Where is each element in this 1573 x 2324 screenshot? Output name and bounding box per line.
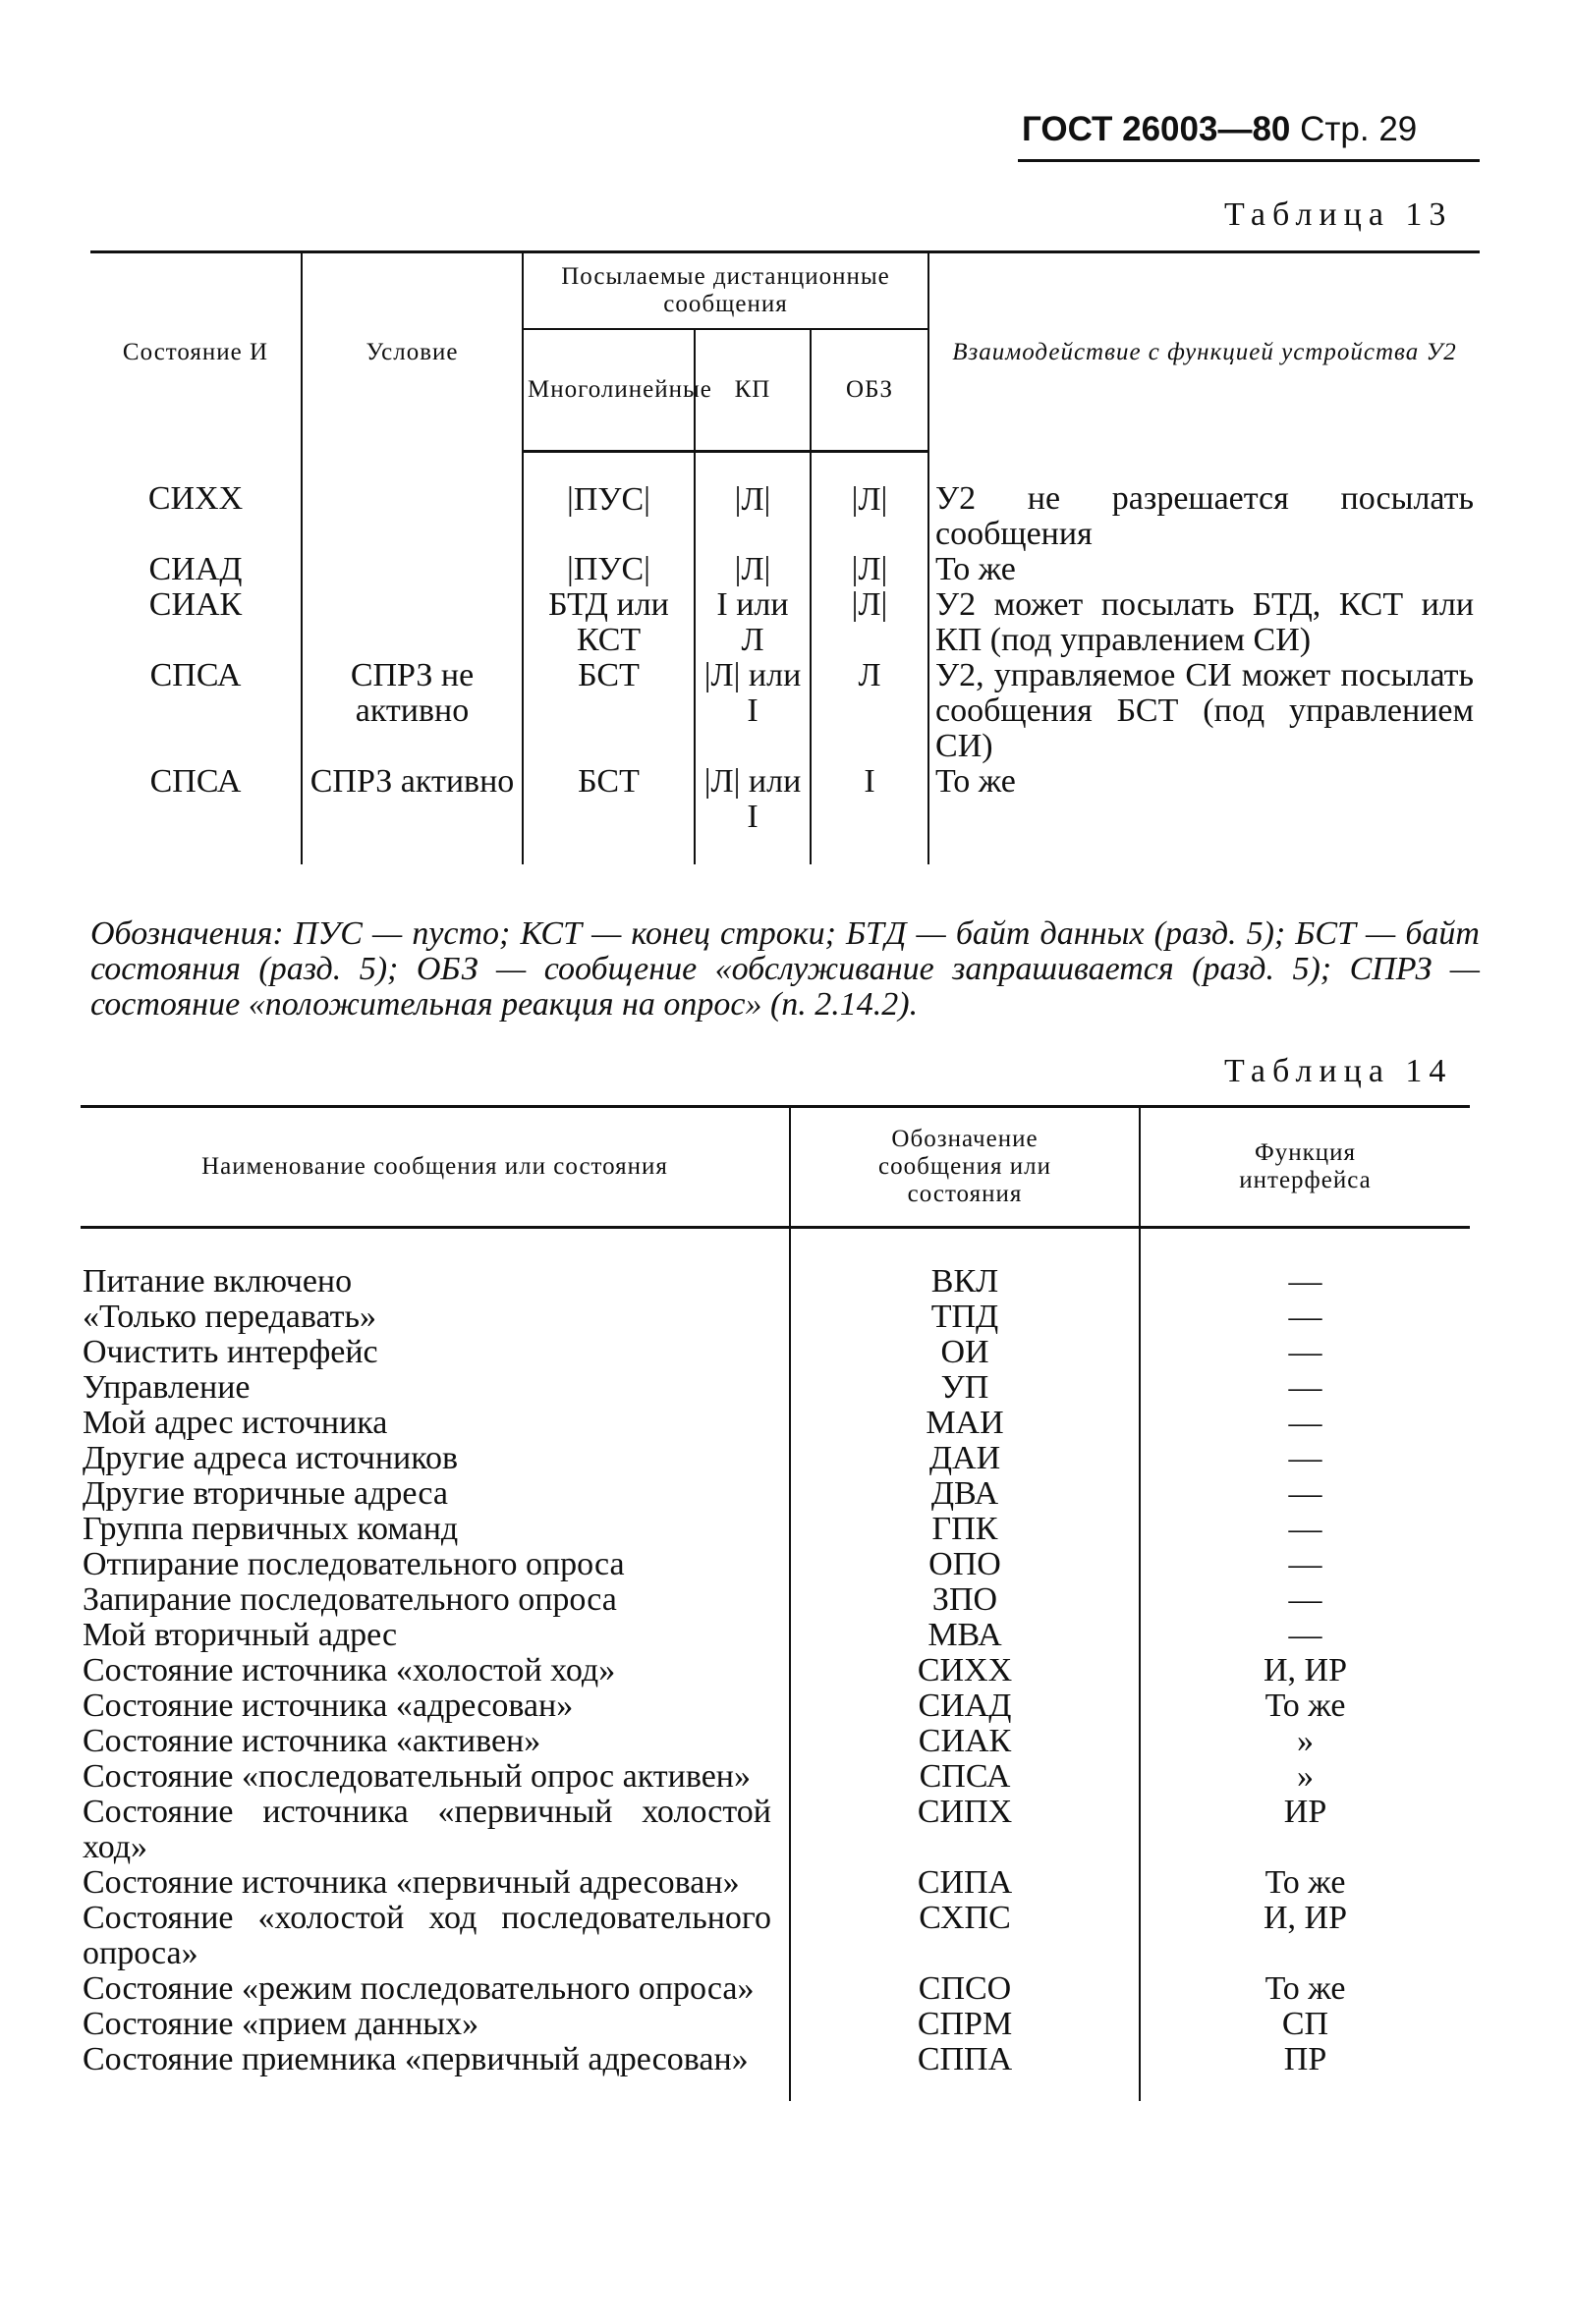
cell-kp: |Л| или I xyxy=(695,658,811,764)
table-row xyxy=(81,2007,1470,2042)
cell-name: Мой адрес источника xyxy=(83,1405,388,1441)
cell-designation: ТПД xyxy=(790,1300,1140,1335)
cell-state: СПСА xyxy=(149,762,242,800)
cell-obz: |Л| xyxy=(811,587,928,658)
cell-designation: СИАД xyxy=(790,1688,1140,1724)
table-row xyxy=(81,1512,1470,1547)
table-row xyxy=(81,1653,1470,1688)
table-row xyxy=(81,1724,1470,1759)
cell-state: СИХХ xyxy=(147,479,244,517)
cell-multiline: |ПУС| xyxy=(523,452,695,552)
cell-function: ПР xyxy=(1140,2042,1470,2101)
cell-designation: ВКЛ xyxy=(790,1228,1140,1300)
cell-obz: |Л| xyxy=(811,452,928,552)
cell-obz: I xyxy=(811,764,928,864)
cell-function: — xyxy=(1140,1476,1470,1512)
cell-name: Состояние «прием данных» xyxy=(83,2006,479,2042)
table-row xyxy=(81,1971,1470,2007)
cell-name: Состояние источника «первичный адресован» xyxy=(83,1864,740,1901)
cell-function: То же xyxy=(1140,1688,1470,1724)
cell-function: И, ИР xyxy=(1140,1901,1470,1971)
page-number: Стр. 29 xyxy=(1300,110,1418,148)
cell-multiline: БСТ xyxy=(523,658,695,764)
cell-name: Управление xyxy=(83,1369,251,1406)
table-row xyxy=(81,1759,1470,1795)
cell-function: — xyxy=(1140,1406,1470,1441)
cell-obz: |Л| xyxy=(811,552,928,587)
cell-function: — xyxy=(1140,1370,1470,1406)
table-row xyxy=(90,764,1480,864)
cell-function: ИР xyxy=(1140,1795,1470,1865)
cell-function: — xyxy=(1140,1441,1470,1476)
col-function-header: Функция интерфейса xyxy=(1140,1107,1470,1228)
col-condition-header: Условие xyxy=(302,252,523,452)
cell-interaction: То же xyxy=(928,764,1480,864)
cell-function: То же xyxy=(1140,1865,1470,1901)
cell-interaction: То же xyxy=(928,552,1480,587)
cell-name: Отпирание последовательного опроса xyxy=(83,1546,625,1582)
col-name-header: Наименование сообщения или состояния xyxy=(81,1107,790,1228)
col-kp-header: КП xyxy=(695,329,811,452)
cell-name: Очистить интерфейс xyxy=(83,1334,378,1370)
cell-function: — xyxy=(1140,1547,1470,1582)
table-row xyxy=(81,1547,1470,1582)
cell-interaction: У2 может посылать БТД, КСТ или КП (под управлением СИ) xyxy=(928,587,1480,658)
cell-designation: ОПО xyxy=(790,1547,1140,1582)
table-row xyxy=(81,1300,1470,1335)
cell-multiline: БСТ xyxy=(523,764,695,864)
table-13 xyxy=(90,250,1480,864)
cell-interaction: У2 не разрешается посылать сообщения xyxy=(928,452,1480,552)
table-row xyxy=(90,452,1480,552)
table-row xyxy=(90,658,1480,764)
table-row xyxy=(81,1370,1470,1406)
col-sent-group-header: Посылаемые дистанционные сообщения xyxy=(523,252,928,330)
header-rule xyxy=(1018,159,1480,162)
cell-name: Состояние приемника «первичный адресован» xyxy=(83,2041,749,2077)
cell-function: » xyxy=(1140,1724,1470,1759)
standard-number: ГОСТ 26003—80 xyxy=(1022,110,1291,148)
cell-condition xyxy=(302,587,523,658)
cell-kp: |Л| xyxy=(695,552,811,587)
col-interaction-header: Взаимодействие с функцией устройства У2 xyxy=(928,252,1480,452)
cell-name: Питание включено xyxy=(83,1263,353,1300)
cell-name: Мой вторичный адрес xyxy=(83,1617,398,1653)
table-row xyxy=(81,2042,1470,2101)
cell-name: «Только передавать» xyxy=(83,1299,377,1335)
cell-interaction: У2, управляемое СИ может посылать сообщения БСТ (под управлением СИ) xyxy=(928,658,1480,764)
cell-multiline: |ПУС| xyxy=(523,552,695,587)
table-row xyxy=(81,1795,1470,1865)
table-row xyxy=(81,1618,1470,1653)
cell-name: Другие вторичные адреса xyxy=(83,1475,448,1512)
cell-designation: СПСА xyxy=(790,1759,1140,1795)
cell-name: Другие адреса источников xyxy=(83,1440,459,1476)
cell-designation: ДАИ xyxy=(790,1441,1140,1476)
cell-name: Состояние источника «первичный холостой ход» xyxy=(83,1794,771,1865)
table-14 xyxy=(81,1105,1470,2101)
col-multiline-header: Многолинейные xyxy=(523,329,695,452)
cell-designation: СИАК xyxy=(790,1724,1140,1759)
table-row xyxy=(81,1865,1470,1901)
col-state-header: Состояние И xyxy=(122,338,269,365)
cell-function: — xyxy=(1140,1582,1470,1618)
cell-name: Состояние источника «холостой ход» xyxy=(83,1652,616,1688)
cell-designation: ОИ xyxy=(790,1335,1140,1370)
cell-designation: СИХХ xyxy=(790,1653,1140,1688)
cell-function: — xyxy=(1140,1335,1470,1370)
page-header xyxy=(1022,110,1417,149)
table-row xyxy=(90,552,1480,587)
cell-function: И, ИР xyxy=(1140,1653,1470,1688)
table13-caption: Таблица 13 xyxy=(1224,196,1453,233)
cell-designation: МВА xyxy=(790,1618,1140,1653)
cell-designation: СПСО xyxy=(790,1971,1140,2007)
table-row xyxy=(81,1901,1470,1971)
cell-condition: СПРЗ не активно xyxy=(302,658,523,764)
cell-function: СП xyxy=(1140,2007,1470,2042)
cell-state: СПСА xyxy=(149,656,242,693)
cell-condition: СПРЗ активно xyxy=(302,764,523,864)
table-row xyxy=(81,1582,1470,1618)
cell-kp: I или Л xyxy=(695,587,811,658)
cell-designation: ДВА xyxy=(790,1476,1140,1512)
cell-designation: УП xyxy=(790,1370,1140,1406)
cell-condition xyxy=(302,552,523,587)
cell-function: — xyxy=(1140,1512,1470,1547)
cell-designation: СППА xyxy=(790,2042,1140,2101)
cell-obz: Л xyxy=(811,658,928,764)
cell-function: » xyxy=(1140,1759,1470,1795)
col-obz-header: ОБЗ xyxy=(811,329,928,452)
cell-kp: |Л| или I xyxy=(695,764,811,864)
notation-paragraph: Обозначения: ПУС — пусто; КСТ — конец строки; БТД — байт данных (разд. 5); БСТ — байт состояния (разд. 5); ОБЗ — сообщение «обслуживание запрашивается (разд. 5); СПРЗ — состояние «положительная реакция на опрос» (п. 2.14.2). xyxy=(90,915,1480,1023)
cell-name: Группа первичных команд xyxy=(83,1511,459,1547)
table14-caption: Таблица 14 xyxy=(1224,1053,1453,1089)
table-row xyxy=(81,1335,1470,1370)
table-row xyxy=(90,587,1480,658)
col-designation-header: Обозначение сообщения или состояния xyxy=(790,1107,1140,1228)
cell-name: Состояние источника «адресован» xyxy=(83,1688,574,1724)
cell-name: Состояние «режим последовательного опроса» xyxy=(83,1970,755,2007)
table-row xyxy=(81,1406,1470,1441)
cell-designation: СПРМ xyxy=(790,2007,1140,2042)
cell-designation: СХПС xyxy=(790,1901,1140,1971)
cell-name: Состояние источника «активен» xyxy=(83,1723,541,1759)
cell-designation: МАИ xyxy=(790,1406,1140,1441)
cell-name: Состояние «холостой ход последовательного опроса» xyxy=(83,1900,771,1971)
table-row xyxy=(81,1228,1470,1300)
cell-function: — xyxy=(1140,1300,1470,1335)
cell-multiline: БТД или КСТ xyxy=(523,587,695,658)
cell-name: Состояние «последовательный опрос активен» xyxy=(83,1758,751,1795)
cell-state: СИАК xyxy=(148,585,243,623)
cell-kp: |Л| xyxy=(695,452,811,552)
table-row xyxy=(81,1476,1470,1512)
cell-function: — xyxy=(1140,1228,1470,1300)
cell-designation: ЗПО xyxy=(790,1582,1140,1618)
cell-function: — xyxy=(1140,1618,1470,1653)
cell-designation: СИПА xyxy=(790,1865,1140,1901)
cell-name: Запирание последовательного опроса xyxy=(83,1581,617,1618)
cell-designation: СИПХ xyxy=(790,1795,1140,1865)
table-row xyxy=(81,1688,1470,1724)
cell-function: То же xyxy=(1140,1971,1470,2007)
cell-designation: ГПК xyxy=(790,1512,1140,1547)
table-row xyxy=(81,1441,1470,1476)
cell-state: СИАД xyxy=(148,550,243,587)
cell-condition xyxy=(302,452,523,552)
